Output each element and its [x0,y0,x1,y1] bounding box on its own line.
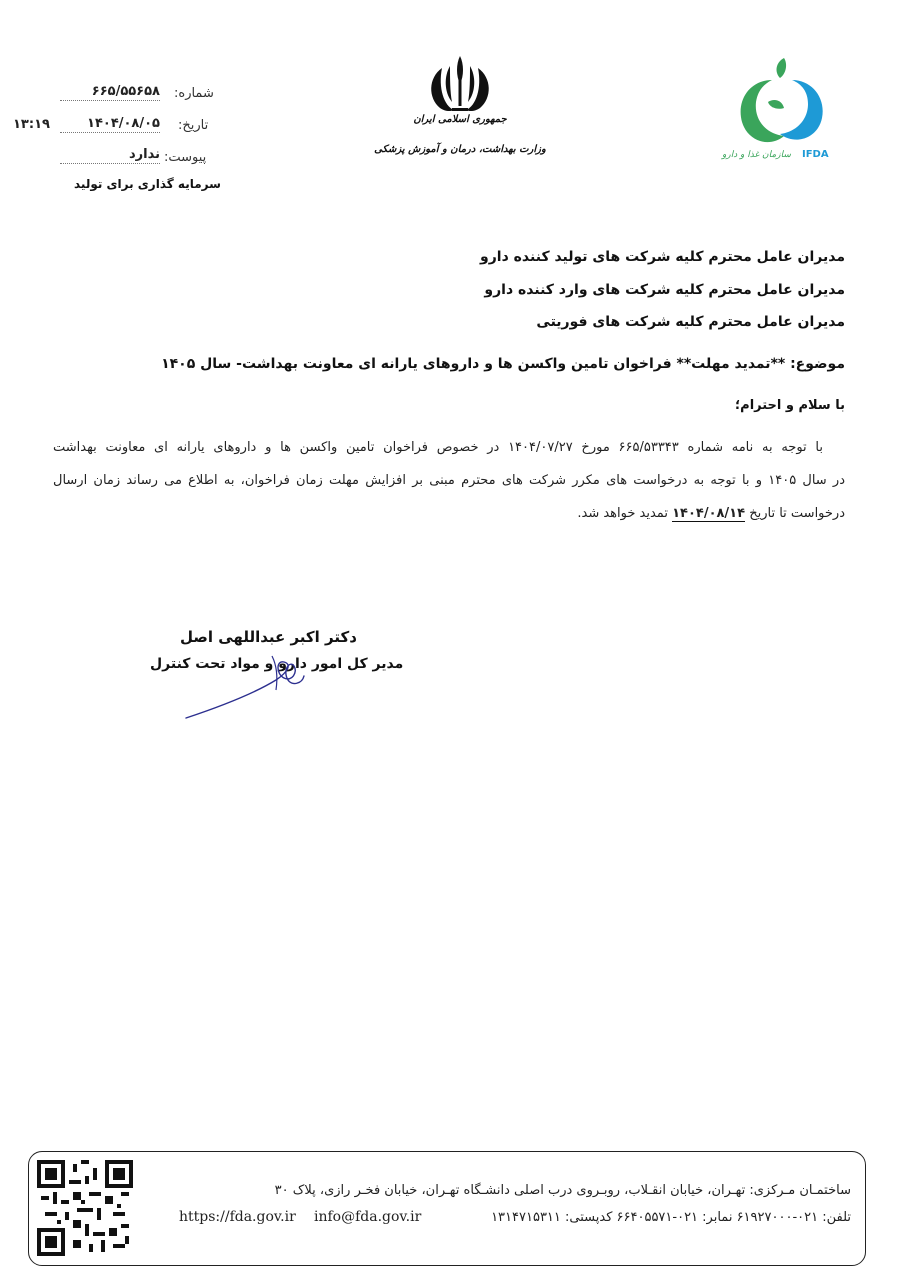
greeting: با سلام و احترام؛ [734,398,845,413]
ministry-name: وزارت بهداشت، درمان و آموزش پزشکی [374,144,546,155]
date-label: تاریخ: [178,118,209,133]
signer-name: دکتر اکبر عبداللهی اصل [180,628,357,646]
body-line-2: در سال ۱۴۰۵ و با توجه به درخواست های مکرر شرکت های محترم مبنی بر افزایش مهلت زمان فراخوان، به اطلاع می رساند زمان ارسال [53,473,845,488]
footer-website-link[interactable]: https://fda.gov.ir [179,1209,296,1225]
qr-code [37,1160,133,1256]
addressee-emergency: مدیران عامل محترم کلیه شرکت های فوریتی [536,314,845,330]
ifda-logo-icon [720,50,850,160]
body-line-1: با توجه به نامه شماره ۶۶۵/۵۳۳۴۳ مورخ ۱۴۰۴/۰۷/۲۷ در خصوص فراخوان تامین واکسن ها و داروهای یارانه ای معاونت بهداشت [53,440,823,455]
number-label: شماره: [174,86,214,101]
footer-email-link[interactable]: info@fda.gov.ir [314,1209,422,1225]
ifda-name-en: IFDA [802,149,829,160]
addressee-manufacturers: مدیران عامل محترم کلیه شرکت های تولید کننده دارو [480,249,845,265]
attachment-label: پیوست: [164,150,207,165]
attachment-value: ندارد [60,147,160,164]
footer [28,1151,866,1266]
emblem-icon [380,50,540,122]
body-line-3-end: تمدید خواهد شد. [577,506,673,521]
letter-date: ۱۴۰۴/۰۸/۰۵ [60,116,160,133]
letter-number: ۶۶۵/۵۵۶۵۸ [60,84,160,101]
signature-block [150,620,404,730]
emblem-title: جمهوری اسلامی ایران [413,114,507,125]
signer-title: مدیر کل امور دارو و مواد تحت کنترل [150,656,404,672]
body-line-3-start: درخواست تا تاریخ [745,506,845,521]
addressee-importers: مدیران عامل محترم کلیه شرکت های وارد کننده دارو [484,282,845,298]
ifda-logo [720,50,850,170]
footer-address: ساختمـان مـرکزی: تهـران، خیابان انقـلاب، روبـروی درب اصلی دانشـگاه تهـران، خیابان فخـر رازی، پلاک ۳۰ [274,1183,851,1198]
extended-deadline: ۱۴۰۴/۰۸/۱۴ [672,506,746,521]
national-emblem [374,50,546,170]
ifda-name-fa: سازمان غذا و دارو [722,150,791,160]
footer-contact: تلفن: ۰۲۱-۶۱۹۲۷۰۰۰ نمابر: ۰۲۱-۶۶۴۰۵۵۷۱ کدپستی: ۱۳۱۴۷۱۵۳۱۱ [491,1210,851,1225]
handwritten-signature [180,650,310,722]
letter-time: ۱۳:۱۹ [13,117,50,132]
body-line-3 [577,506,845,521]
letter-subject: موضوع: **تمدید مهلت** فراخوان تامین واکسن ها و داروهای یارانه ای معاونت بهداشت- سال ۱۴۰۵ [161,356,845,372]
tagline: سرمایه گذاری برای تولید [74,177,221,191]
